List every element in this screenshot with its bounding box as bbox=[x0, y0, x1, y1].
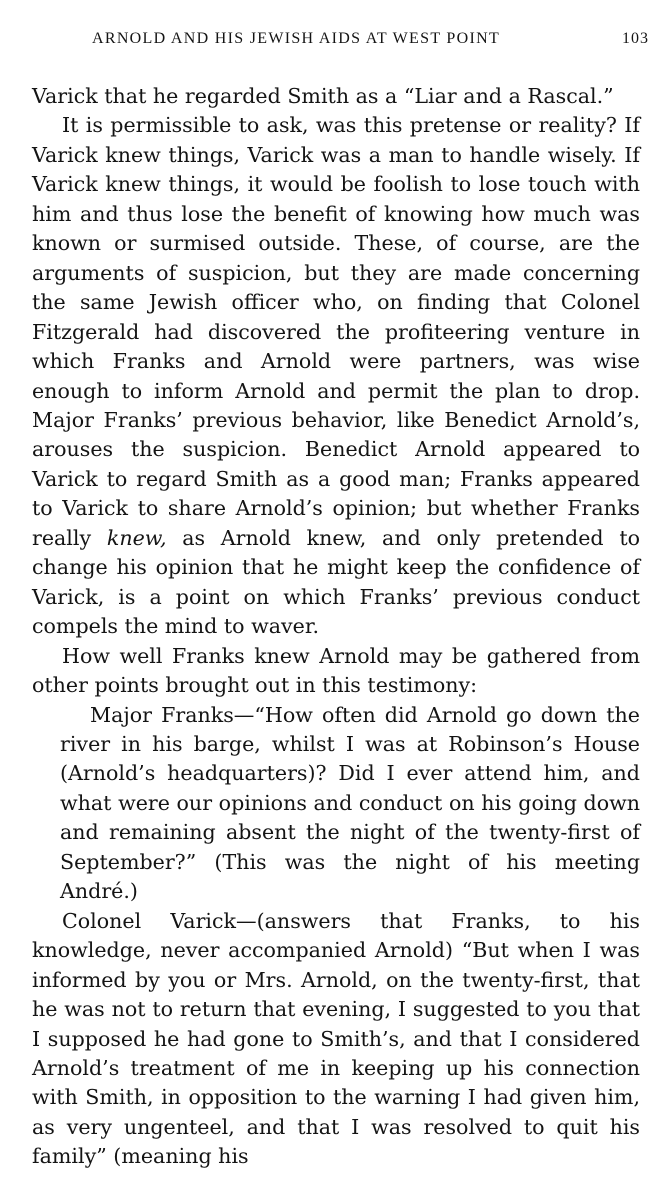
paragraph-continuation: Varick that he regarded Smith as a “Liar and a Rascal.” bbox=[32, 84, 614, 108]
running-head bbox=[0, 30, 663, 54]
paragraph-suspicion-text-a: It is permissible to ask, was this pretense or reality? If Varick knew things, Varick was a man to handle wisely. If Varick knew things, it would be foolish to lose touch with him and thus lose the benefit of knowing how much was known or surmised outside. These, of course, are the arguments of suspicion, but they are made concerning the same Jewish officer who, on finding that Colonel Fitzgerald had discovered the profiteering venture in which Franks and Arnold were partners, was wise enough to inform Arnold and permit the plan to drop. Major Franks’ previous behavior, like Benedict Arnold’s, arouses the suspicion. Benedict Arnold appeared to Varick to regard Smith as a good man; Franks appeared to Varick to share Arnold’s opinion; but whether Franks really bbox=[32, 113, 640, 550]
body-text bbox=[32, 82, 640, 1172]
paragraph-suspicion-text-b: as Arnold knew, and only pretended to change his opinion that he might keep the confidence of Varick, is a point on which Franks’ previous conduct compels the mind to waver. bbox=[32, 525, 640, 639]
paragraph-colonel-varick: Colonel Varick—(answers that Franks, to his knowledge, never accompanied Arnold) “But when I was informed by you or Mrs. Arnold, on the twenty-first, that he was not to return that evening, I suggested to you that I supposed he had gone to Smith’s, and that I considered Arnold’s treatment of me in keeping up his connection with Smith, in opposition to the warning I had given him, as very ungenteel, and that I was resolved to quit his family” (meaning his bbox=[32, 908, 640, 1169]
paragraph-suspicion bbox=[32, 111, 640, 641]
running-title: ARNOLD AND HIS JEWISH AIDS AT WEST POINT bbox=[92, 30, 501, 47]
quote-major-franks: Major Franks—“How often did Arnold go down the river in his barge, whilst I was at Robinson’s House (Arnold’s headquarters)? Did I ever attend him, and what were our opinions and conduct on his going down and remaining absent the night of the twenty-first of September?” (This was the night of his meeting André.) bbox=[60, 702, 640, 904]
italic-knew: knew, bbox=[106, 525, 167, 550]
paragraph-testimony-intro: How well Franks knew Arnold may be gathered from other points brought out in this testimony: bbox=[32, 643, 640, 698]
page-number: 103 bbox=[622, 30, 649, 47]
